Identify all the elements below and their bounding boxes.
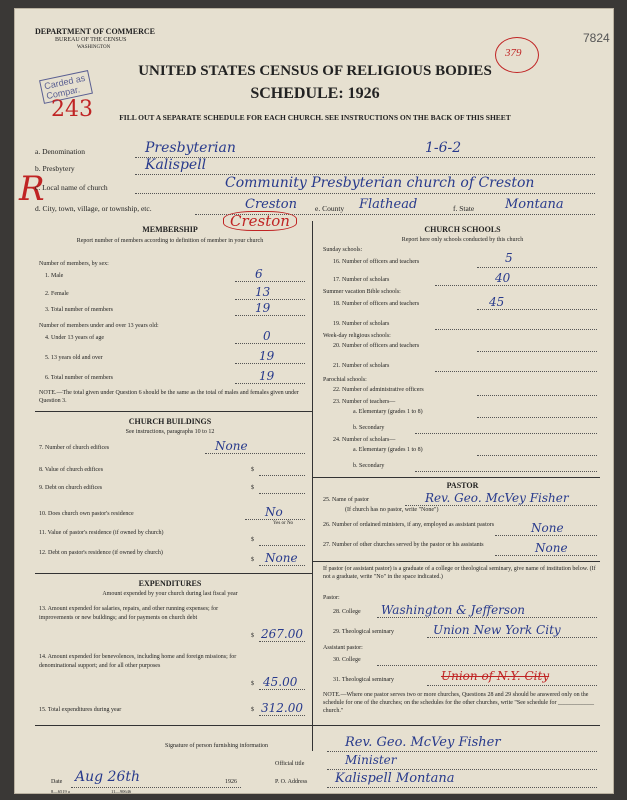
q30-label: 30. College [333,657,361,663]
expenditures-sub: Amount expended by your church during last fiscal year [102,591,238,597]
bureau-name: BUREAU OF THE CENSUS [55,37,127,43]
q6-line [235,383,305,384]
q1-value: 6 [255,267,263,281]
date-year: 1926 [225,779,237,785]
q4-line [235,343,305,344]
date-line [71,787,241,788]
q26-value: None [531,521,564,535]
q10-line [245,519,305,520]
q27-line [495,555,597,556]
q8-line [259,475,305,476]
q16-label: 16. Number of officers and teachers [333,259,420,265]
q17-line [435,285,597,286]
local-name-line [135,193,595,194]
q2-line [235,299,305,300]
q5-label: 5. 13 years old and over [45,355,103,361]
q7-line [205,453,305,454]
q19-line [435,329,597,330]
expenditures-heading: EXPENDITURES [138,579,202,588]
q23b-line [415,433,597,434]
q3-line [235,315,305,316]
membership-by-sex: Number of members, by sex: [39,261,109,267]
graduate-note: If pastor (or assistant pastor) is a graduate of a college or theological seminary, give name of institution below. (If not a graduate, write "No" in the space indicated.) [323,566,596,580]
buildings-rule [35,573,312,574]
q29-label: 29. Theological seminary [333,629,395,635]
carded-stamp: Carded as Compar. [39,70,92,104]
membership-intro: Report number of members according to definition of member in your church [76,238,264,244]
q9-label: 9. Debt on church edifices [39,485,103,491]
q22-line [477,395,597,396]
buildings-sub: See instructions, paragraphs 10 to 12 [125,429,215,435]
q16-line [477,267,597,268]
membership-heading: MEMBERSHIP [142,225,198,234]
q25-sub: (If church has no pastor, write "None") [345,507,439,513]
q8-dollar: $ [251,467,254,473]
q5-value: 19 [259,349,275,363]
q11-line [259,545,305,546]
pastor-note: NOTE.—Where one pastor serves two or more churches, Questions 28 and 29 should be answered only on the schedule for one of the churches; on the schedules for the other churches, write "See schedule for ____________ church." [323,692,595,714]
q17-label: 17. Number of scholars [333,277,390,283]
form-title: UNITED STATES CENSUS OF RELIGIOUS BODIES [138,63,492,79]
county-value: Flathead [359,197,418,212]
membership-rule [35,411,312,412]
official-title-line [327,769,597,770]
date-label: Date [51,779,63,785]
q10-label: 10. Does church own pastor's residence [39,511,134,517]
q20-line [477,351,597,352]
q15-value: 312.00 [261,701,303,715]
q24a-label: a. Elementary (grades 1 to 8) [353,447,423,453]
q25-value: Rev. Geo. McVey Fisher [425,491,569,505]
schedule-title: SCHEDULE: 1926 [250,85,380,102]
q19-label: 19. Number of scholars [333,321,390,327]
membership-note: NOTE.—The total given under Question 6 should be the same as the total of males and females given under Question 3. [39,390,299,404]
q25-label: 25. Name of pastor [323,497,369,503]
form-number: 7824 [583,31,610,45]
q31-line [427,685,597,686]
local-name-label: c. Local name of church [35,183,108,192]
q5-line [235,363,305,364]
q4-label: 4. Under 13 years of age [45,335,104,341]
q29-line [427,637,597,638]
q27-value: None [535,541,568,555]
schools-heading: CHURCH SCHOOLS [424,225,501,234]
q24b-label: b. Secondary [353,463,385,469]
q15-line [259,715,305,716]
q2-value: 13 [255,285,271,299]
q2-label: 2. Female [45,291,69,297]
print-code: 11—90646 [111,789,132,794]
q13-dollar: $ [251,633,254,639]
q4-value: 0 [263,329,271,343]
red-r-mark: R [19,169,45,209]
q28-line [377,617,597,618]
schools-rule [312,477,600,478]
age-intro: Number of members under and over 13 years old: [39,323,159,329]
q14-line [259,689,305,690]
signature-label: Signature of person furnishing information [165,743,268,749]
q29-value: Union New York City [433,623,561,637]
state-value: Montana [505,197,564,212]
po-address-line [327,787,597,788]
q17-value: 40 [495,271,511,285]
q14-value: 45.00 [263,675,298,689]
form-code: 8—6519 a [51,789,70,794]
q12-line [259,565,305,566]
q18-value: 45 [489,295,505,309]
q15-dollar: $ [251,707,254,713]
q1-label: 1. Male [45,273,64,279]
q24a-line [477,455,597,456]
footer-rule [35,725,600,726]
q13-line [259,641,305,642]
official-title-label: Official title [275,761,305,767]
q3-label: 3. Total number of members [45,307,113,313]
q18-line [477,309,597,310]
sunday-heading: Sunday schools: [323,247,363,253]
q23-label: 23. Number of teachers— [333,399,396,405]
q13-label: 13. Amount expended for salaries, repairs, and other running expenses; for improvements or new buildings; and for payments on church debt [39,606,219,621]
q12-value: None [265,551,298,565]
local-name-value: Community Presbyterian church of Creston [225,175,535,191]
q20-label: 20. Number of officers and teachers [333,343,420,349]
q11-dollar: $ [251,537,254,543]
q12-label: 12. Debt on pastor's residence (if owned by church) [39,550,163,556]
q23a-label: a. Elementary (grades 1 to 8) [353,409,423,415]
q11-label: 11. Value of pastor's residence (if owned by church) [39,530,164,536]
city-value: Creston [245,197,297,212]
po-address-label: P. O. Address [275,779,308,785]
q18-label: 18. Number of officers and teachers [333,301,420,307]
signature-value: Rev. Geo. McVey Fisher [345,735,501,750]
q12-dollar: $ [251,557,254,563]
q28-value: Washington & Jefferson [381,603,526,617]
assistant-pastor-label: Assistant pastor: [323,645,363,651]
q13-value: 267.00 [261,627,303,641]
city-name: WASHINGTON [77,45,111,50]
denomination-value: Presbyterian [145,140,236,156]
q21-line [435,371,597,372]
pastor-label: Pastor: [323,595,340,601]
q1-line [235,281,305,282]
q9-dollar: $ [251,485,254,491]
q21-label: 21. Number of scholars [333,363,390,369]
buildings-heading: CHURCH BUILDINGS [128,417,212,426]
date-value: Aug 26th [75,769,140,785]
red-creston-note: Creston [223,211,297,231]
q25-line [405,505,597,506]
schools-sub: Report here only schools conducted by this church [401,237,524,243]
q30-line [377,665,597,666]
city-label: d. City, town, village, or township, etc. [35,204,152,213]
q15-label: 15. Total expenditures during year [39,707,122,713]
red-file-number: 243 [51,97,93,122]
q6-label: 6. Total number of members [45,375,113,381]
q22-label: 22. Number of administrative officers [333,387,424,393]
q7-value: None [215,439,248,453]
pastor-heading: PASTOR [446,481,479,490]
po-address-value: Kalispell Montana [335,771,455,786]
q10-yes-no: Yes or No [273,521,294,526]
q16-value: 5 [505,251,513,265]
q28-label: 28. College [333,609,361,615]
state-label: f. State [453,204,475,213]
q24-label: 24. Number of scholars— [333,437,396,443]
q9-line [259,493,305,494]
q3-value: 19 [255,301,271,315]
weekday-heading: Week-day religious schools: [323,333,391,339]
column-divider [312,221,313,751]
q14-label: 14. Amount expended for benevolences, including home and foreign missions; for denominational support; and for all other purposes [39,654,237,669]
dept-name: DEPARTMENT OF COMMERCE [35,27,156,36]
q10-value: No [265,505,283,519]
q26-label: 26. Number of ordained ministers, if any, employed as assistant pastors [323,522,495,528]
denomination-label: a. Denomination [35,147,85,156]
denomination-code: 1-6-2 [425,140,462,156]
q8-label: 8. Value of church edifices [39,467,104,473]
q23b-label: b. Secondary [353,425,385,431]
county-label: e. County [315,204,345,213]
summer-heading: Summer vacation Bible schools: [323,289,401,295]
instruction-line: FILL OUT A SEPARATE SCHEDULE FOR EACH CHURCH. SEE INSTRUCTIONS ON THE BACK OF THIS SHEET [119,113,511,122]
signature-line [327,751,597,752]
pastor-rule [312,561,600,562]
q31-value: Union of N.Y. City [441,669,550,683]
q23a-line [477,417,597,418]
circled-number: 379 [505,47,522,59]
census-schedule-sheet [14,8,614,794]
q26-line [495,535,597,536]
q6-value: 19 [259,369,275,383]
presbytery-value: Kalispell [145,157,207,173]
q27-label: 27. Number of other churches served by the pastor or his assistants [323,542,484,548]
parochial-heading: Parochial schools: [323,377,367,383]
q7-label: 7. Number of church edifices [39,445,110,451]
q31-label: 31. Theological seminary [333,677,395,683]
presbytery-label: b. Presbytery [35,164,75,173]
q24b-line [415,471,597,472]
official-title-value: Minister [345,753,397,767]
q14-dollar: $ [251,681,254,687]
